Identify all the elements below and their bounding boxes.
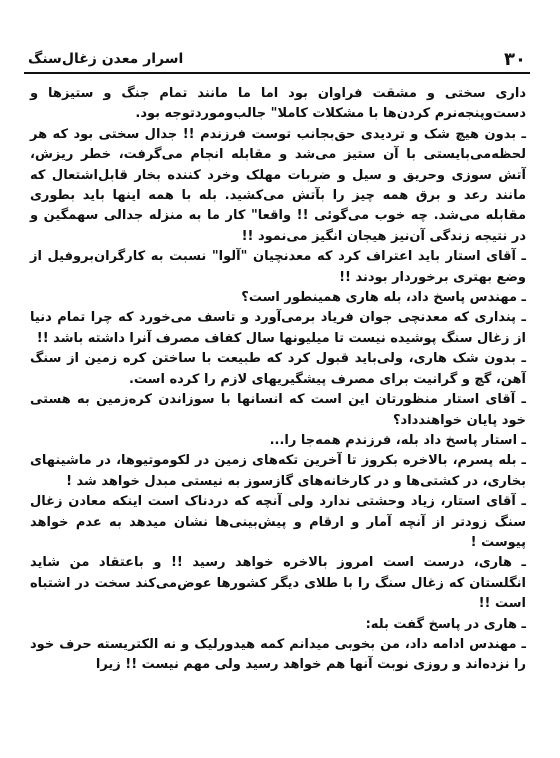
- paragraph: ـ آقای استار باید اعتراف کرد که معدنچیان "آلوا" نسبت به کارگران‌بروفیل از وضع بهتری برخوردار بودند !!: [30, 249, 526, 285]
- paragraph: داری سختی و مشقت فراوان بود اما ما مانند تمام جنگ و ستیزها و دست‌وپنجه‌نرم کردن‌ها با مشکلات کاملا" جالب‌ومورد‌توجه بود.: [30, 86, 526, 122]
- paragraph: ـ استار پاسخ داد بله، فرزندم همه‌جا را...: [269, 432, 526, 448]
- paragraph: ـ مهندس ادامه داد، من بخوبی میدانم کمه هیدورلیک و نه الکتریسته حرف خود را نزده‌اند و روزی نوبت آنها هم خواهد رسید ولی مهم نیست !! زیرا: [30, 636, 526, 673]
- paragraph: ـ مهندس پاسخ داد، بله هاری همینطور است؟: [241, 290, 526, 306]
- paragraph: ـ هاری در پاسخ گفت بله:: [365, 616, 526, 632]
- paragraph: ـ بله پسرم، بالاخره بکروز تا آخرین تکه‌های زمین در لکوموتیوها، در ماشینهای بخاری، در کشتی‌ها و در کارخانه‌های گازسوز به نیستی مبدل خواهد شد !: [30, 453, 526, 489]
- paragraph: ـ بدون شک هاری، ولی‌باید قبول کرد که طبیعت با ساختن کره زمین از سنگ آهن، گچ و گرانیت برای مصرف پیشگیریهای لازم را کرده است.: [30, 351, 526, 387]
- paragraph: ـ هاری، درست است امروز بالاخره خواهد رسید !! و باعتقاد من شاید انگلستان که زغال سنگ را با طلای دیگر کشورها عوض‌می‌کند سخت در اشتباه است !!: [30, 555, 526, 612]
- paragraph: ـ آقای استار، زیاد وحشتی ندارد ولی آنچه که دردناک است اینکه معادن زغال سنگ زودتر از آنچه آمار و ارقام و پیش‌بینی‌ها نشان میدهد به عدم خواهد پیوست !: [30, 494, 526, 550]
- page-number: ۳۰: [504, 48, 526, 70]
- paragraph: ـ آقای استار منظورتان این است که انسانها با سوزاندن کره‌زمین به هستی خود پایان خواهند‌داد؟: [30, 392, 526, 428]
- page-header: [24, 46, 530, 74]
- paragraph: ـ پنداری که معدنچی جوان فریاد برمی‌آورد و تاسف می‌خورد که چرا تمام دنیا از زغال سنگ پوشیده نیست تا میلیونها سال کفاف مصرف آنرا داشته باشد !!: [30, 310, 526, 346]
- body-text: [30, 84, 526, 676]
- running-title: اسرار معدن زغال‌سنگ: [28, 51, 184, 67]
- paragraph: ـ بدون هیچ شک و تردیدی حق‌بجانب توست فرزندم !! جدال سختی بود که هر لحظه‌می‌بایستی با آن ستیز می‌شد و مقابله انجام می‌گرفت، خطر ریزش، آتش سوزی وحریق و سیل و ضربات مهلک وخرد کننده بخار قابل‌اشتعال که مانند رعد و برق همه چیز را بآتش می‌کشید. بله با همه اینها باید بطوری مقابله می‌شد. چه خوب می‌گوئی !! واقعا" کار ما به منزله جدالی سهمگین و در نتیجه زندگی آن‌نیز هیجان انگیز می‌نمود !!: [30, 126, 526, 244]
